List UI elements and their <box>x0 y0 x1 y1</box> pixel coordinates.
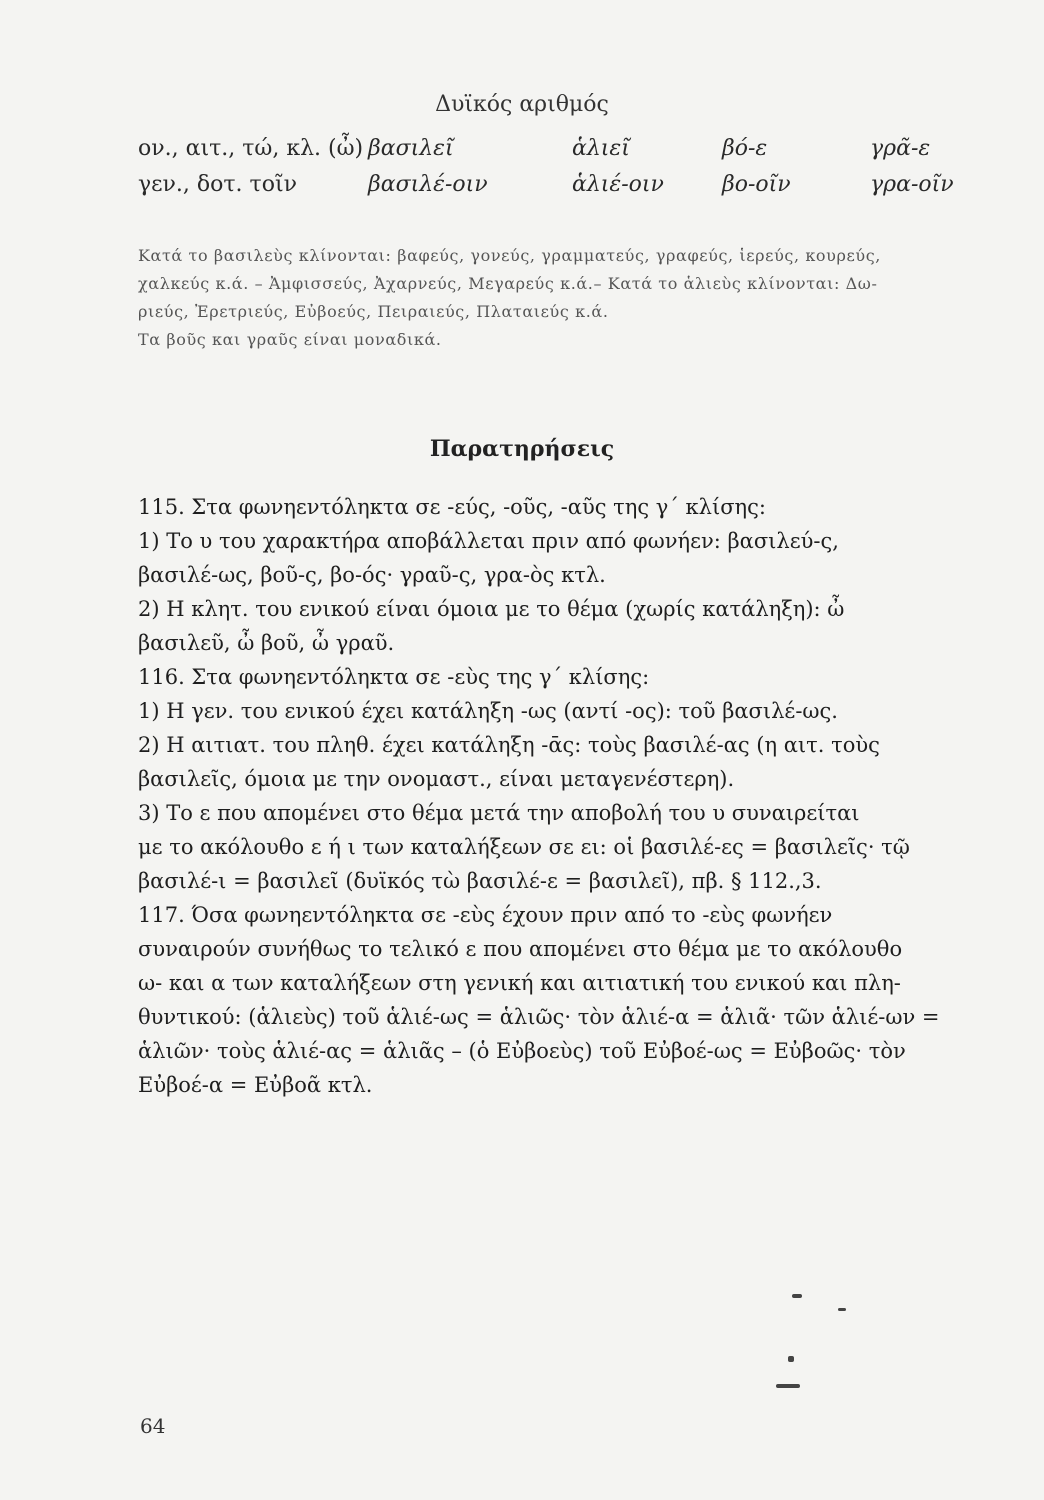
observations-text <box>138 490 1018 1102</box>
text-line: βασιλέ-ως, βοῦ-ς, βο-ός· γραῦ-ς, γρα-ὸς κτλ. <box>138 563 606 587</box>
bous-form: βό-ε <box>722 136 768 161</box>
text-line: 1) Το υ του χαρακτήρα αποβάλλεται πριν από φωνήεν: βασιλεύ-ς, <box>138 529 839 553</box>
section-heading: Παρατηρήσεις <box>429 436 615 462</box>
declension-note <box>138 242 1008 354</box>
ink-speck <box>788 1356 794 1362</box>
ink-speck <box>792 1294 802 1298</box>
text-line: 2) Η αιτιατ. του πληθ. έχει κατάληξη -ᾱς: τοὺς βασιλέ-ας (η αιτ. τοὺς <box>138 733 880 757</box>
bous-form: βο-οῖν <box>722 172 791 197</box>
text-line: ω- και α των καταλήξεων στη γενική και αιτιατική του ενικού και πλη- <box>138 971 901 995</box>
graus-form: γρα-οῖν <box>870 172 954 197</box>
page-number: 64 <box>140 1414 166 1438</box>
text-line: Εὐβοέ-α = Εὐβοᾶ κτλ. <box>138 1073 373 1097</box>
text-line: βασιλεῦ, ὦ βοῦ, ὦ γραῦ. <box>138 631 395 655</box>
alieus-form: ἁλιέ-οιν <box>572 172 664 197</box>
basileus-form: βασιλεῖ <box>368 136 454 161</box>
text-line: 115. Στα φωνηεντόληκτα σε -εύς, -οῦς, -αῦς της γ΄ κλίσης: <box>138 495 766 519</box>
case-label: γεν., δοτ. τοῖν <box>138 172 297 197</box>
note-line: ριεύς, Ἐρετριεύς, Εὐβοεύς, Πειραιεύς, Πλαταιεύς κ.ά. <box>138 302 609 321</box>
ink-speck <box>776 1384 800 1388</box>
case-label: ον., αιτ., τώ, κλ. (ὦ) <box>138 136 364 161</box>
text-line: 2) Η κλητ. του ενικού είναι όμοια με το θέμα (χωρίς κατάληξη): ὦ <box>138 597 845 621</box>
note-line: Τα βοῦς και γραῦς είναι μοναδικά. <box>138 330 442 349</box>
dual-row-genitive <box>0 172 1044 208</box>
ink-speck <box>838 1308 846 1311</box>
note-line: χαλκεύς κ.ά. – Ἀμφισσεύς, Ἀχαρνεύς, Μεγαρεύς κ.ά.– Κατά το ἁλιεὺς κλίνονται: Δω- <box>138 274 878 293</box>
text-line: 1) Η γεν. του ενικού έχει κατάληξη -ως (αντί -ος): τοῦ βασιλέ-ως. <box>138 699 838 723</box>
text-line: 3) Το ε που απομένει στο θέμα μετά την αποβολή του υ συναιρείται <box>138 801 860 825</box>
text-line: 116. Στα φωνηεντόληκτα σε -εὺς της γ΄ κλίσης: <box>138 665 650 689</box>
text-line: βασιλέ-ι = βασιλεῖ (δυϊκός τὼ βασιλέ-ε = βασιλεῖ), πβ. § 112.,3. <box>138 869 822 893</box>
dual-row-nominative <box>0 136 1044 172</box>
basileus-form: βασιλέ-οιν <box>368 172 488 197</box>
dual-number-title: Δυϊκός αριθμός <box>435 92 609 117</box>
alieus-form: ἁλιεῖ <box>572 136 630 161</box>
text-line: με το ακόλουθο ε ή ι των καταλήξεων σε ει: οἱ βασιλέ-ες = βασιλεῖς· τῷ <box>138 835 910 859</box>
text-line: θυντικού: (ἁλιεὺς) τοῦ ἁλιέ-ως = ἁλιῶς· τὸν ἁλιέ-α = ἁλιᾶ· τῶν ἁλιέ-ων = <box>138 1005 940 1029</box>
text-line: 117. Όσα φωνηεντόληκτα σε -εὺς έχουν πριν από το -εὺς φωνήεν <box>138 903 833 927</box>
text-line: συναιρούν συνήθως το τελικό ε που απομένει στο θέμα με το ακόλουθο <box>138 937 903 961</box>
text-line: βασιλεῖς, όμοια με την ονομαστ., είναι μεταγενέστερη). <box>138 767 735 791</box>
note-line: Κατά το βασιλεὺς κλίνονται: βαφεύς, γονεύς, γραμματεύς, γραφεύς, ἱερεύς, κουρεύς, <box>138 246 881 265</box>
graus-form: γρᾶ-ε <box>870 136 931 161</box>
text-line: ἁλιῶν· τοὺς ἁλιέ-ας = ἁλιᾶς – (ὁ Εὐβοεὺς) τοῦ Εὐβοέ-ως = Εὐβοῶς· τὸν <box>138 1039 906 1063</box>
